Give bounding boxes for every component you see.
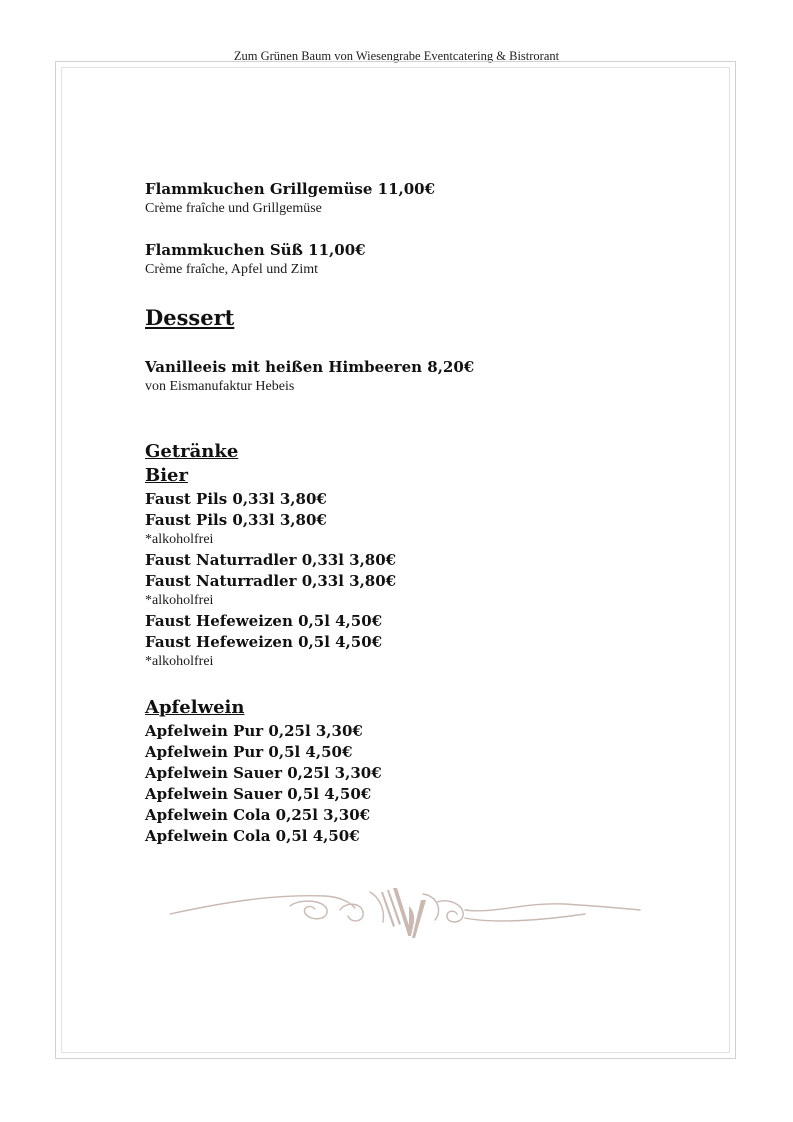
subsection-title-bier: Bier bbox=[145, 465, 188, 486]
menu-item-name: Flammkuchen Grillgemüse 11,00€ bbox=[145, 180, 436, 198]
drink-note: *alkoholfrei bbox=[145, 654, 214, 669]
drink-line: Apfelwein Sauer 0,5l 4,50€ bbox=[145, 785, 372, 803]
drink-line: Faust Hefeweizen 0,5l 4,50€ bbox=[145, 633, 383, 651]
menu-item-description: Crème fraîche und Grillgemüse bbox=[145, 201, 322, 216]
drink-line: Apfelwein Sauer 0,25l 3,30€ bbox=[145, 764, 382, 782]
menu-item-description: Crème fraîche, Apfel und Zimt bbox=[145, 262, 318, 277]
section-title-dessert: Dessert bbox=[145, 305, 235, 330]
drink-note: *alkoholfrei bbox=[145, 532, 214, 547]
subsection-title-apfelwein: Apfelwein bbox=[145, 697, 245, 718]
page-header: Zum Grünen Baum von Wiesengrabe Eventcatering & Bistrorant bbox=[233, 49, 560, 63]
menu-item-name: Vanilleeis mit heißen Himbeeren 8,20€ bbox=[145, 358, 475, 376]
drink-line: Apfelwein Cola 0,25l 3,30€ bbox=[145, 806, 371, 824]
menu-item-description: von Eismanufaktur Hebeis bbox=[145, 379, 295, 394]
fork-knife-flourish-icon bbox=[165, 880, 645, 950]
menu-item-name: Flammkuchen Süß 11,00€ bbox=[145, 241, 366, 259]
drink-line: Faust Naturradler 0,33l 3,80€ bbox=[145, 572, 397, 590]
section-title-getraenke: Getränke bbox=[145, 441, 239, 462]
drink-note: *alkoholfrei bbox=[145, 593, 214, 608]
drink-line: Faust Hefeweizen 0,5l 4,50€ bbox=[145, 612, 383, 630]
drink-line: Faust Pils 0,33l 3,80€ bbox=[145, 490, 327, 508]
drink-line: Apfelwein Pur 0,25l 3,30€ bbox=[145, 722, 363, 740]
drink-line: Faust Pils 0,33l 3,80€ bbox=[145, 511, 327, 529]
drink-line: Apfelwein Cola 0,5l 4,50€ bbox=[145, 827, 360, 845]
drink-line: Apfelwein Pur 0,5l 4,50€ bbox=[145, 743, 353, 761]
drink-line: Faust Naturradler 0,33l 3,80€ bbox=[145, 551, 397, 569]
